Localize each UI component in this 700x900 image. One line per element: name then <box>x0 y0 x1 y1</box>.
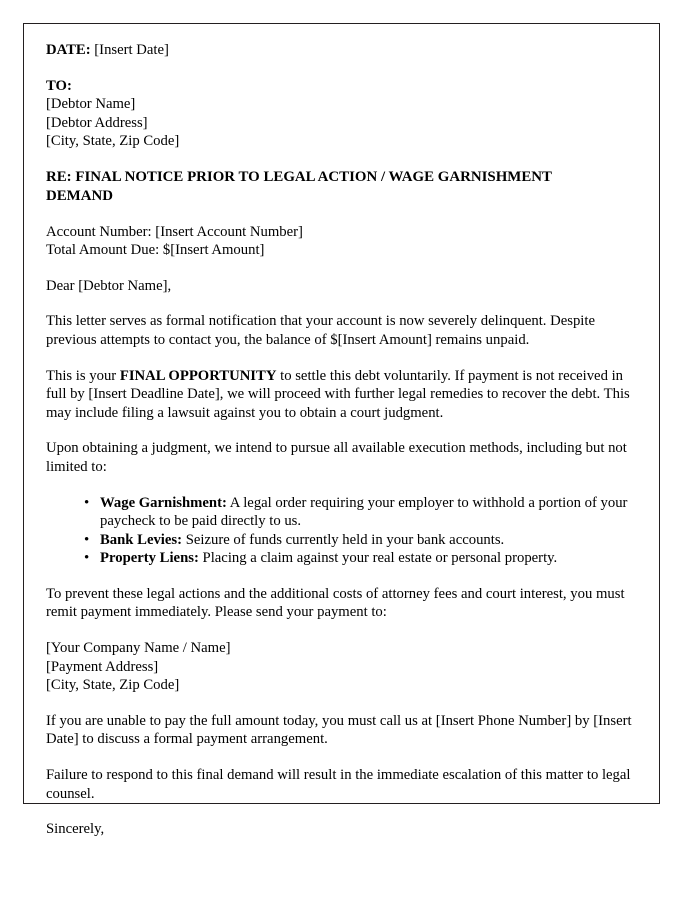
spacer <box>46 422 639 439</box>
spacer <box>46 60 639 77</box>
paragraph-payment-arrangement: If you are unable to pay the full amount today, you must call us at [Insert Phone Number] by [Insert Date] to discuss a formal payment arrangement. <box>46 712 632 748</box>
remedies-list <box>46 494 639 568</box>
remedy-description: Placing a claim against your real estate or personal property. <box>198 550 558 567</box>
final-opportunity-emphasis: FINAL OPPORTUNITY <box>119 367 277 384</box>
spacer <box>46 477 639 494</box>
document-page <box>23 23 660 838</box>
final-opportunity-prefix: This is your <box>46 367 120 384</box>
paragraph-delinquency-notice: This letter serves as formal notification that your account is now severely delinquent. Despite previous attempts to contact you, the balance of $[Insert Amount] remains unpaid. <box>46 313 595 348</box>
list-item <box>84 531 639 550</box>
spacer <box>46 350 639 367</box>
total-amount-due-line: Total Amount Due: $[Insert Amount] <box>46 242 265 259</box>
remedy-description: Seizure of funds currently held in your bank accounts. <box>182 531 505 548</box>
account-number-line: Account Number: [Insert Account Number] <box>46 223 303 240</box>
recipient-name: [Debtor Name] <box>46 96 136 113</box>
paragraph-final-opportunity <box>46 367 639 423</box>
payment-city-state-zip: [City, State, Zip Code] <box>46 677 180 694</box>
closing-salutation: Sincerely, <box>46 821 105 838</box>
spacer <box>46 803 639 820</box>
remedy-description: A legal order requiring your employer to withhold a portion of your paycheck to be paid directly to us. <box>100 494 628 530</box>
spacer <box>46 260 639 277</box>
remedy-term: Wage Garnishment: <box>100 494 227 511</box>
paragraph-remit-payment: To prevent these legal actions and the additional costs of attorney fees and court interest, you must remit payment immediately. Please send your payment to: <box>46 585 625 621</box>
date-label: DATE: <box>46 42 91 58</box>
spacer <box>46 749 639 766</box>
paragraph-escalation-warning: Failure to respond to this final demand will result in the immediate escalation of this matter to legal counsel. <box>46 767 631 802</box>
recipient-city-state-zip: [City, State, Zip Code] <box>46 133 180 150</box>
payment-address: [Payment Address] <box>46 658 159 675</box>
spacer <box>46 151 639 168</box>
subject-heading: RE: FINAL NOTICE PRIOR TO LEGAL ACTION / WAGE GARNISHMENT DEMAND <box>46 168 552 204</box>
remedy-term: Bank Levies: <box>100 531 183 548</box>
recipient-block <box>46 77 639 151</box>
final-opportunity-suffix: to settle this debt voluntarily. If payment is not received in full by [Insert Deadline Date], we will proceed with further legal remedies to recover the debt. This may include filing a lawsuit against you to obtain a court judgment. <box>46 367 630 421</box>
to-label: TO: <box>46 77 72 94</box>
spacer <box>46 206 639 223</box>
list-item <box>84 494 639 531</box>
payee-name: [Your Company Name / Name] <box>46 640 231 657</box>
paragraph-execution-methods-intro: Upon obtaining a judgment, we intend to pursue all available execution methods, including but not limited to: <box>46 440 627 475</box>
document-body <box>24 24 661 839</box>
date-value: [Insert Date] <box>94 42 169 58</box>
list-item <box>84 549 639 568</box>
spacer <box>46 295 639 312</box>
date-line <box>46 41 639 60</box>
remedy-term: Property Liens: <box>100 550 199 567</box>
spacer <box>46 695 639 712</box>
spacer <box>46 568 639 585</box>
salutation: Dear [Debtor Name], <box>46 277 172 294</box>
recipient-address: [Debtor Address] <box>46 114 148 131</box>
spacer <box>46 622 639 639</box>
payment-address-block <box>46 639 639 695</box>
